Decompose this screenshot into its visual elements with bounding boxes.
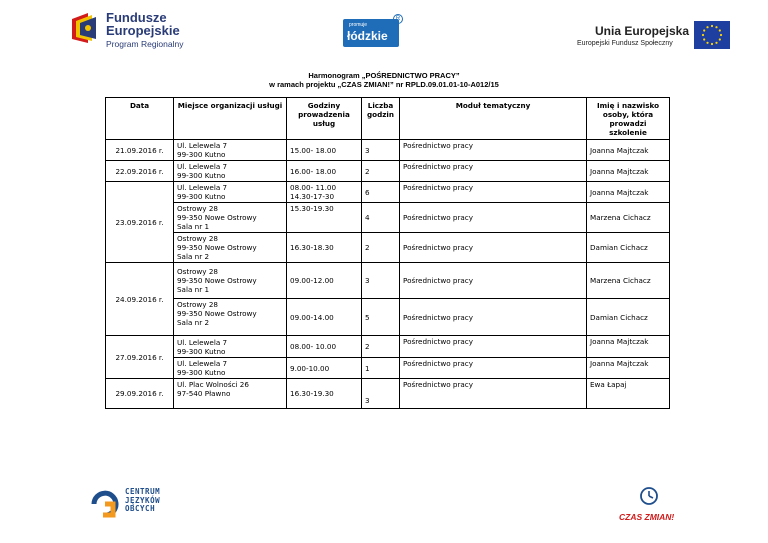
cell-place: Ul. Lelewela 7 99-300 Kutno: [174, 140, 287, 161]
cell-date: 29.09.2016 r.: [106, 379, 174, 409]
czas-zmian-logo: [615, 486, 685, 526]
table-row: [106, 140, 670, 161]
cjo-line2: JĘZYKÓW: [125, 495, 161, 505]
fundusze-line1: Fundusze: [106, 10, 167, 25]
header-module: Moduł tematyczny: [400, 98, 587, 140]
cell-module: Pośrednictwo pracy: [400, 263, 587, 299]
cell-date: 24.09.2016 r.: [106, 263, 174, 336]
table-row: [106, 299, 670, 336]
registered-mark-icon: R: [393, 14, 403, 24]
cell-date: 21.09.2016 r.: [106, 140, 174, 161]
cell-date: 27.09.2016 r.: [106, 336, 174, 379]
cell-count: 3: [362, 379, 400, 409]
cell-hours: 16.30-18.30: [287, 233, 362, 263]
cell-count: 2: [362, 233, 400, 263]
table-row: [106, 336, 670, 358]
cell-place: Ostrowy 28 99-350 Nowe Ostrowy Sala nr 1: [174, 203, 287, 233]
lodzkie-logo: [343, 15, 403, 49]
header-count: Liczba godzin: [362, 98, 400, 140]
cell-count: 2: [362, 161, 400, 182]
cell-hours: 9.00-10.00: [287, 358, 362, 379]
cell-module: Pośrednictwo pracy: [400, 203, 587, 233]
fundusze-line3: Program Regionalny: [106, 39, 184, 49]
cell-date: 22.09.2016 r.: [106, 161, 174, 182]
table-row: [106, 263, 670, 299]
czas-zmian-text: CZAS ZMIAN!: [619, 512, 675, 522]
cell-person: Marzena Cichacz: [587, 203, 670, 233]
unia-europejska-logo: [573, 20, 733, 54]
cell-person: Joanna Majtczak: [587, 358, 670, 379]
clock-icon: [639, 486, 659, 506]
cell-hours: 15.30-19.30: [287, 203, 362, 233]
cell-hours: 09.00-14.00: [287, 299, 362, 336]
cell-hours: 16.00- 18.00: [287, 161, 362, 182]
cell-hours: 08.00- 10.00: [287, 336, 362, 358]
cell-count: 4: [362, 203, 400, 233]
fundusze-line2: Europejskie: [106, 23, 180, 38]
cell-count: 6: [362, 182, 400, 203]
cell-module: Pośrednictwo pracy: [400, 299, 587, 336]
centrum-jezykow-obcych-logo: [91, 485, 181, 525]
cell-module: Pośrednictwo pracy: [400, 233, 587, 263]
cell-hours: 15.00- 18.00: [287, 140, 362, 161]
fundusze-europejskie-flag-icon: [70, 11, 104, 45]
cell-date: 23.09.2016 r.: [106, 182, 174, 263]
header-person: Imię i nazwisko osoby, która prowadzi szkolenie: [587, 98, 670, 140]
cell-hours: 08.00- 11.00 14.30-17-30: [287, 182, 362, 203]
lodzkie-badge: [343, 19, 399, 47]
cell-count: 2: [362, 336, 400, 358]
cell-place: Ul. Lelewela 7 99-300 Kutno: [174, 161, 287, 182]
cell-hours: 16.30-19.30: [287, 379, 362, 409]
cell-place: Ostrowy 28 99-350 Nowe Ostrowy Sala nr 2: [174, 233, 287, 263]
cell-module: Pośrednictwo pracy: [400, 161, 587, 182]
table-row: [106, 233, 670, 263]
cell-module: Pośrednictwo pracy: [400, 358, 587, 379]
table-row: [106, 182, 670, 203]
cell-place: Ul. Lelewela 7 99-300 Kutno: [174, 182, 287, 203]
cell-person: Joanna Majtczak: [587, 182, 670, 203]
header-place: Miejsce organizacji usługi: [174, 98, 287, 140]
table-header-row: [106, 98, 670, 140]
cell-count: 5: [362, 299, 400, 336]
lodzkie-big-text: łódzkie: [347, 29, 388, 43]
table-row: [106, 203, 670, 233]
cell-count: 3: [362, 263, 400, 299]
cjo-line1: CENTRUM: [125, 487, 161, 496]
cell-person: Joanna Majtczak: [587, 336, 670, 358]
cell-person: Ewa Łapaj: [587, 379, 670, 409]
cell-person: Damian Cichacz: [587, 233, 670, 263]
cell-place: Ostrowy 28 99-350 Nowe Ostrowy Sala nr 1: [174, 263, 287, 299]
cjo-mark-icon: [91, 489, 123, 519]
cell-person: Joanna Majtczak: [587, 161, 670, 182]
cell-module: Pośrednictwo pracy: [400, 182, 587, 203]
cell-place: Ul. Lelewela 7 99-300 Kutno: [174, 358, 287, 379]
cell-hours: 09.00-12.00: [287, 263, 362, 299]
document-title: Harmonogram „POŚREDNICTWO PRACY”: [308, 71, 460, 80]
cell-count: 3: [362, 140, 400, 161]
cjo-line3: OBCYCH: [125, 504, 156, 513]
fundusze-europejskie-logo: [70, 8, 210, 56]
header-hours: Godziny prowadzenia usług: [287, 98, 362, 140]
table-row: [106, 358, 670, 379]
cell-module: Pośrednictwo pracy: [400, 336, 587, 358]
eu-flag-icon: [694, 21, 730, 49]
document-subtitle: w ramach projektu „CZAS ZMIAN!” nr RPLD.09.01.01-10-A012/15: [269, 80, 499, 89]
cell-module: Pośrednictwo pracy: [400, 379, 587, 409]
cell-count: 1: [362, 358, 400, 379]
cell-place: Ul. Plac Wolności 26 97-540 Pławno: [174, 379, 287, 409]
cell-place: Ostrowy 28 99-350 Nowe Ostrowy Sala nr 2: [174, 299, 287, 336]
lodzkie-small-text: promuje: [349, 22, 368, 28]
ue-line1: Unia Europejska: [595, 24, 690, 38]
cell-person: Damian Cichacz: [587, 299, 670, 336]
cell-module: Pośrednictwo pracy: [400, 140, 587, 161]
schedule-table: [105, 97, 670, 409]
cell-person: Marzena Cichacz: [587, 263, 670, 299]
table-row: [106, 161, 670, 182]
table-row: [106, 379, 670, 409]
cell-person: Joanna Majtczak: [587, 140, 670, 161]
ue-line2: Europejski Fundusz Społeczny: [577, 40, 673, 47]
header-date: Data: [106, 98, 174, 140]
cell-place: Ul. Lelewela 7 99-300 Kutno: [174, 336, 287, 358]
